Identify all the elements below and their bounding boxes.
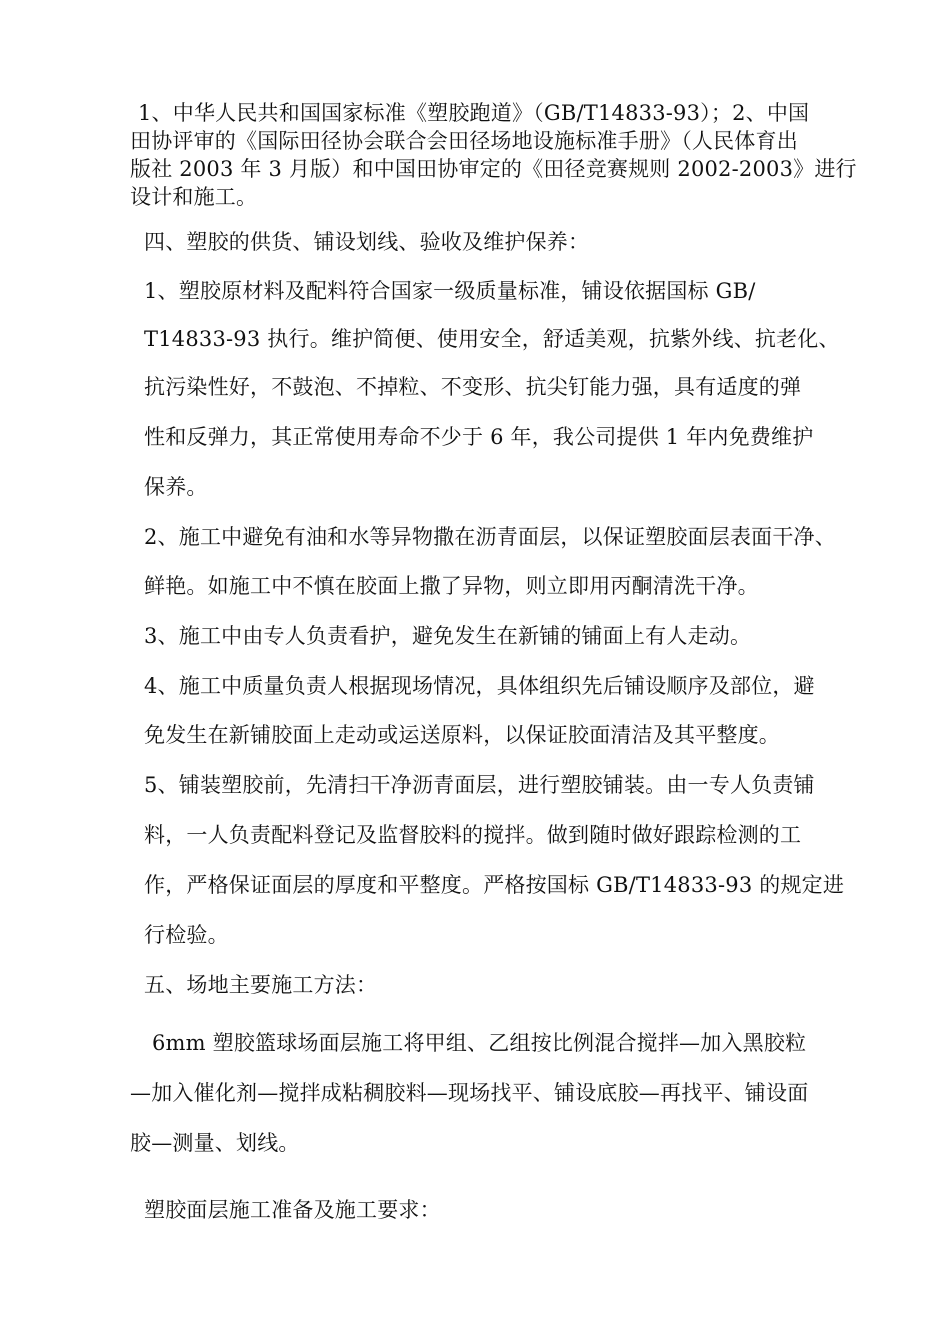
- item-five-line-3: 作，严格保证面层的厚度和平整度。严格按国标 GB/T14833-93 的规定进: [144, 873, 845, 897]
- item-one-line-3: 抗污染性好，不鼓泡、不掉粒、不变形、抗尖钉能力强，具有适度的弹: [144, 375, 802, 399]
- section-four-heading: 四、塑胶的供货、铺设划线、验收及维护保养：: [144, 230, 590, 254]
- item-four-line-1: 4、施工中质量负责人根据现场情况，具体组织先后铺设顺序及部位，避: [144, 674, 815, 698]
- standards-line-4: 设计和施工。: [130, 185, 258, 209]
- item-five-line-4: 行检验。: [144, 923, 229, 947]
- item-one-line-5: 保养。: [144, 475, 208, 499]
- item-two-line-1: 2、施工中避免有油和水等异物撒在沥青面层，以保证塑胶面层表面干净、: [144, 525, 836, 549]
- item-five-line-2: 料，一人负责配料登记及监督胶料的搅拌。做到随时做好跟踪检测的工: [144, 823, 802, 847]
- item-four-line-2: 免发生在新铺胶面上走动或运送原料，以保证胶面清洁及其平整度。: [144, 723, 780, 747]
- item-three-line-1: 3、施工中由专人负责看护，避免发生在新铺的铺面上有人走动。: [144, 624, 752, 648]
- method-line-3: 胶—测量、划线。: [130, 1131, 300, 1155]
- method-line-1: 6mm 塑胶篮球场面层施工将甲组、乙组按比例混合搅拌—加入黑胶粒: [152, 1031, 807, 1055]
- item-five-line-1: 5、铺装塑胶前，先清扫干净沥青面层，进行塑胶铺装。由一专人负责铺: [144, 773, 815, 797]
- item-one-line-2: T14833-93 执行。维护简便、使用安全，舒适美观，抗紫外线、抗老化、: [144, 327, 840, 351]
- standards-line-3: 版社 2003 年 3 月版）和中国田协审定的《田径竞赛规则 2002-2003》进行: [130, 157, 857, 181]
- standards-line-2: 田协评审的《国际田径协会联合会田径场地设施标准手册》（人民体育出: [130, 129, 798, 153]
- method-line-2: —加入催化剂—搅拌成粘稠胶料—现场找平、铺设底胶—再找平、铺设面: [130, 1081, 809, 1105]
- standards-line-1: 1、中华人民共和国国家标准《塑胶跑道》（GB/T14833-93）；2、中国: [138, 101, 810, 125]
- section-five-heading: 五、场地主要施工方法：: [144, 973, 378, 997]
- preparation-heading: 塑胶面层施工准备及施工要求：: [144, 1198, 441, 1222]
- item-two-line-2: 鲜艳。如施工中不慎在胶面上撒了异物，则立即用丙酮清洗干净。: [144, 574, 759, 598]
- item-one-line-4: 性和反弹力，其正常使用寿命不少于 6 年，我公司提供 1 年内免费维护: [144, 425, 814, 449]
- item-one-line-1: 1、塑胶原材料及配料符合国家一级质量标准，铺设依据国标 GB/: [144, 279, 756, 303]
